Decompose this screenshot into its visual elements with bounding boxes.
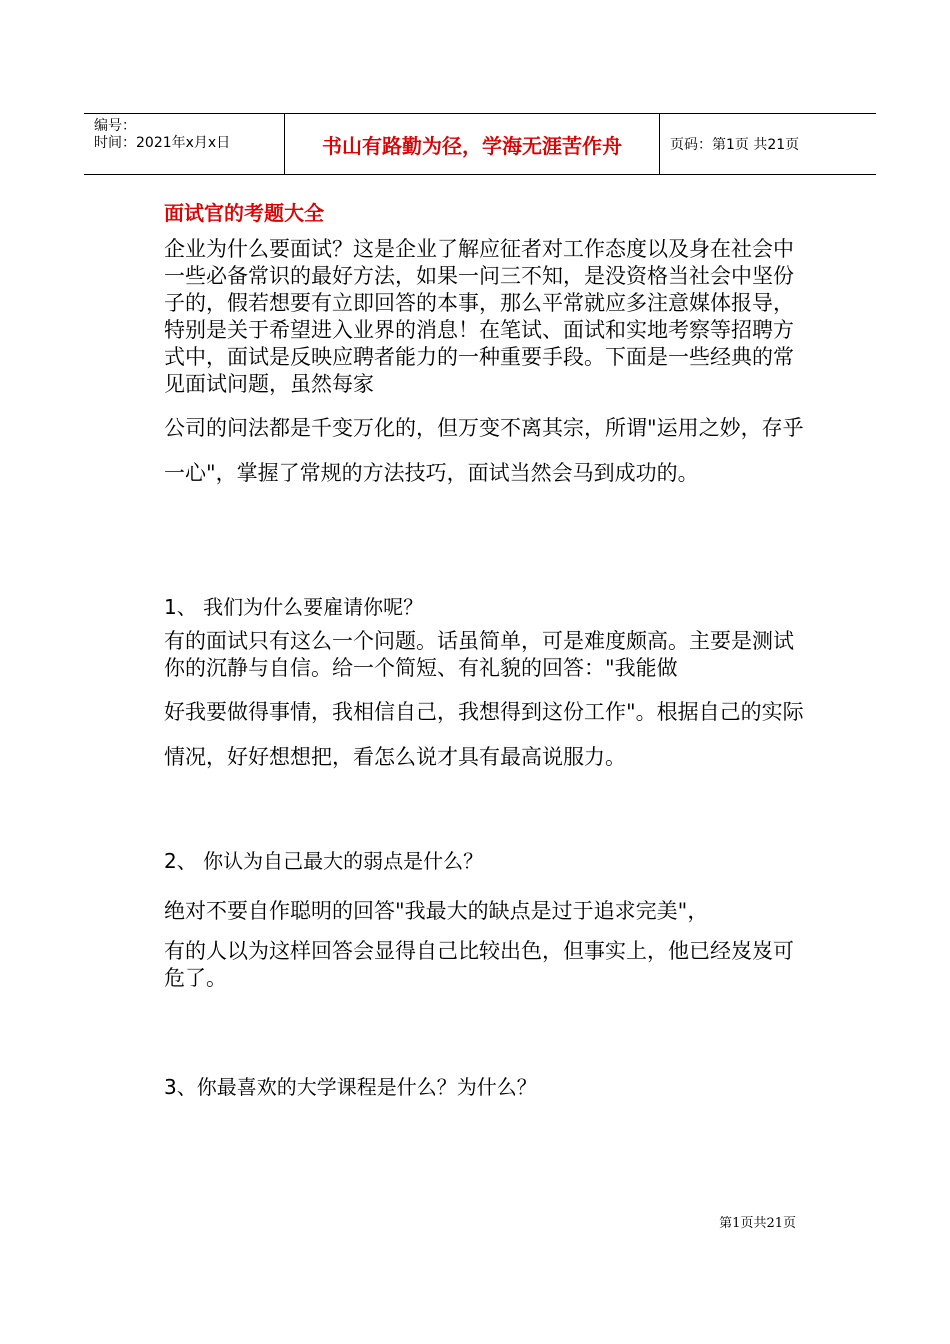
intro-paragraph-continued: 公司的问法都是千变万化的，但万变不离其宗，所谓"运用之妙，存乎一心"，掌握了常规的方法技巧，面试当然会马到成功的。 (164, 416, 804, 485)
header-page-label: 页码：第1页 共21页 (670, 137, 800, 153)
doc-number-label: 编号： (94, 118, 136, 134)
answer-1: 有的面试只有这么一个问题。话虽简单，可是难度颇高。主要是测试你的沉静与自信。给一个简短、有礼貌的回答："我能做 (164, 629, 794, 680)
doc-time-label: 时间：2021年x月x日 (94, 135, 231, 151)
question-3: 3、你最喜欢的大学课程是什么？为什么？ (164, 1075, 537, 1099)
document-body (164, 198, 804, 1102)
answer-2: 绝对不要自作聪明的回答"我最大的缺点是过于追求完美"， (164, 899, 709, 923)
page-footer: 第1页共21页 (719, 1216, 796, 1231)
answer-2-continued: 有的人以为这样回答会显得自己比较出色，但事实上，他已经岌岌可危了。 (164, 939, 794, 990)
intro-paragraph: 企业为什么要面试？这是企业了解应征者对工作态度以及身在社会中一些必备常识的最好方法，如果一问三不知，是没资格当社会中坚份子的，假若想要有立即回答的本事，那么平常就应多注意媒体报导，特别是关于希望进入业界的消息！在笔试、面试和实地考察等招聘方式中，面试是反映应聘者能力的一种重要手段。下面是一些经典的常见面试问题，虽然每家 (164, 237, 794, 396)
document-title: 面试官的考题大全 (164, 201, 324, 225)
answer-1-continued: 好我要做得事情，我相信自己，我想得到这份工作"。根据自己的实际情况，好好想想把，看怎么说才具有最高说服力。 (164, 700, 804, 769)
header-motto: 书山有路勤为径，学海无涯苦作舟 (284, 114, 660, 174)
question-2: 2、 你认为自己最大的弱点是什么？ (164, 849, 484, 873)
page-header (84, 113, 876, 175)
header-meta (84, 114, 284, 174)
question-1: 1、 我们为什么要雇请你呢？ (164, 595, 424, 619)
